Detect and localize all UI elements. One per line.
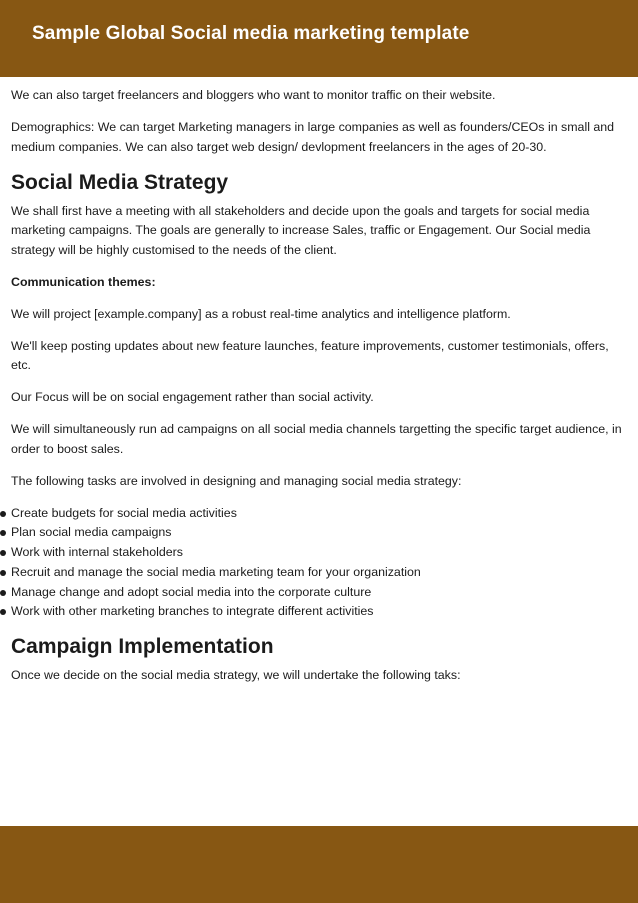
list-item-text: Work with other marketing branches to integrate different activities — [11, 604, 374, 619]
bullet-icon — [0, 590, 6, 596]
list-item — [11, 504, 626, 524]
intro-paragraph-1: We can also target freelancers and bloggers who want to monitor traffic on their website. — [11, 88, 496, 102]
footer-bar — [0, 826, 638, 903]
list-item — [11, 523, 626, 543]
section-heading-campaign: Campaign Implementation — [11, 635, 274, 659]
strategy-paragraph-5: We will simultaneously run ad campaigns on all social media channels targetting the specific target audience, in order to boost sales. — [11, 422, 622, 456]
page-title: Sample Global Social media marketing template — [32, 23, 470, 44]
strategy-paragraph-1: We shall first have a meeting with all stakeholders and decide upon the goals and targets for social media marketing campaigns. The goals are generally to increase Sales, traffic or Engagement. Our Social media strategy will be highly customised to the needs of the client. — [11, 203, 591, 257]
list-item-text: Manage change and adopt social media into the corporate culture — [11, 584, 372, 599]
bullet-icon — [0, 550, 6, 556]
strategy-paragraph-6: The following tasks are involved in designing and managing social media strategy: — [11, 473, 462, 488]
list-item — [11, 543, 626, 563]
campaign-paragraph-1: Once we decide on the social media strategy, we will undertake the following taks: — [11, 668, 461, 683]
bullet-icon — [0, 530, 6, 536]
list-item — [11, 563, 626, 583]
header-bar — [0, 0, 638, 77]
list-item — [11, 602, 626, 622]
section-heading-strategy: Social Media Strategy — [11, 170, 229, 194]
strategy-paragraph-4: Our Focus will be on social engagement rather than social activity. — [11, 390, 374, 404]
document-body — [11, 86, 626, 698]
intro-paragraph-demographics: Demographics: We can target Marketing managers in large companies as well as founders/CEOs in small and medium companies. We can also target web design/ devlopment freelancers in the ages of 20-30. — [11, 120, 615, 154]
strategy-paragraph-2: We will project [example.company] as a robust real-time analytics and intelligence platform. — [11, 306, 511, 321]
list-item-text: Recruit and manage the social media marketing team for your organization — [11, 564, 421, 579]
list-item-text: Plan social media campaigns — [11, 525, 172, 540]
list-item-text: Create budgets for social media activities — [11, 505, 237, 520]
task-list — [11, 504, 626, 623]
communication-themes-label: Communication themes: — [11, 274, 156, 289]
bullet-icon — [0, 609, 6, 615]
list-item-text: Work with internal stakeholders — [11, 545, 183, 560]
bullet-icon — [0, 511, 6, 517]
list-item — [11, 583, 626, 603]
strategy-paragraph-3: We'll keep posting updates about new feature launches, feature improvements, customer testimonials, offers, etc. — [11, 338, 609, 372]
bullet-icon — [0, 570, 6, 576]
